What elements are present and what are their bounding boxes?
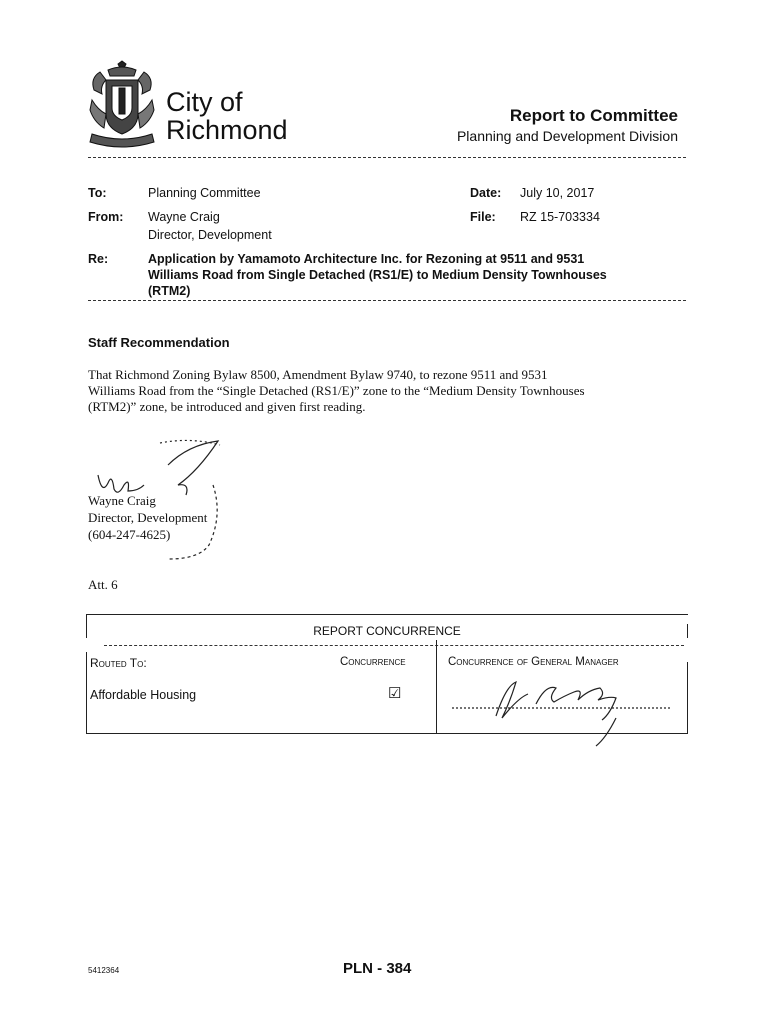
recommendation-line-1: That Richmond Zoning Bylaw 8500, Amendment Bylaw 9740, to rezone 9511 and 9531 xyxy=(88,367,548,382)
signer-phone: (604-247-4625) xyxy=(88,527,171,542)
date-value: July 10, 2017 xyxy=(520,186,595,200)
recommendation-heading: Staff Recommendation xyxy=(88,335,230,350)
from-name: Wayne Craig xyxy=(148,210,220,224)
col-routed-to: Routed To: xyxy=(90,656,147,670)
re-label: Re: xyxy=(88,252,109,266)
meta-divider xyxy=(88,300,686,301)
file-label: File: xyxy=(470,210,496,224)
concurrence-heading: REPORT CONCURRENCE xyxy=(313,624,461,638)
recommendation-line-2: Williams Road from the “Single Detached (RS1/E)” zone to the “Medium Density Townhouses xyxy=(88,383,585,398)
date-label: Date: xyxy=(470,186,502,200)
attachments-count: Att. 6 xyxy=(88,577,118,592)
concurrence-table xyxy=(86,614,688,734)
recommendation-line-3: (RTM2)” zone, be introduced and given first reading. xyxy=(88,399,366,414)
row-affordable-housing: Affordable Housing xyxy=(90,688,197,702)
city-logo xyxy=(88,60,298,152)
concurrence-check-icon: ☑ xyxy=(388,685,402,702)
col-general-manager: Concurrence of General Manager xyxy=(448,656,619,668)
re-line-1: Application by Yamamoto Architecture Inc. for Rezoning at 9511 and 9531 xyxy=(148,252,585,266)
logo-richmond: Richmond xyxy=(166,115,288,145)
division-name: Planning and Development Division xyxy=(456,128,678,144)
re-line-3: (RTM2) xyxy=(148,284,191,298)
re-line-2: Williams Road from Single Detached (RS1/E) to Medium Density Townhouses xyxy=(148,268,607,282)
signer-name: Wayne Craig xyxy=(88,493,156,508)
city-crest-icon xyxy=(88,60,156,152)
to-label: To: xyxy=(88,186,107,200)
report-title: Report to Committee xyxy=(509,106,678,125)
from-title: Director, Development xyxy=(148,228,272,242)
page-number: PLN - 384 xyxy=(343,960,412,977)
logo-city-of: City of xyxy=(166,87,243,117)
header-divider xyxy=(88,157,686,158)
gm-signature-scribble xyxy=(446,668,676,748)
document-number: 5412364 xyxy=(88,966,120,975)
from-label: From: xyxy=(88,210,124,224)
signer-title: Director, Development xyxy=(88,510,208,525)
file-value: RZ 15-703334 xyxy=(520,210,600,224)
to-value: Planning Committee xyxy=(148,186,261,200)
col-concurrence: Concurrence xyxy=(340,656,406,668)
